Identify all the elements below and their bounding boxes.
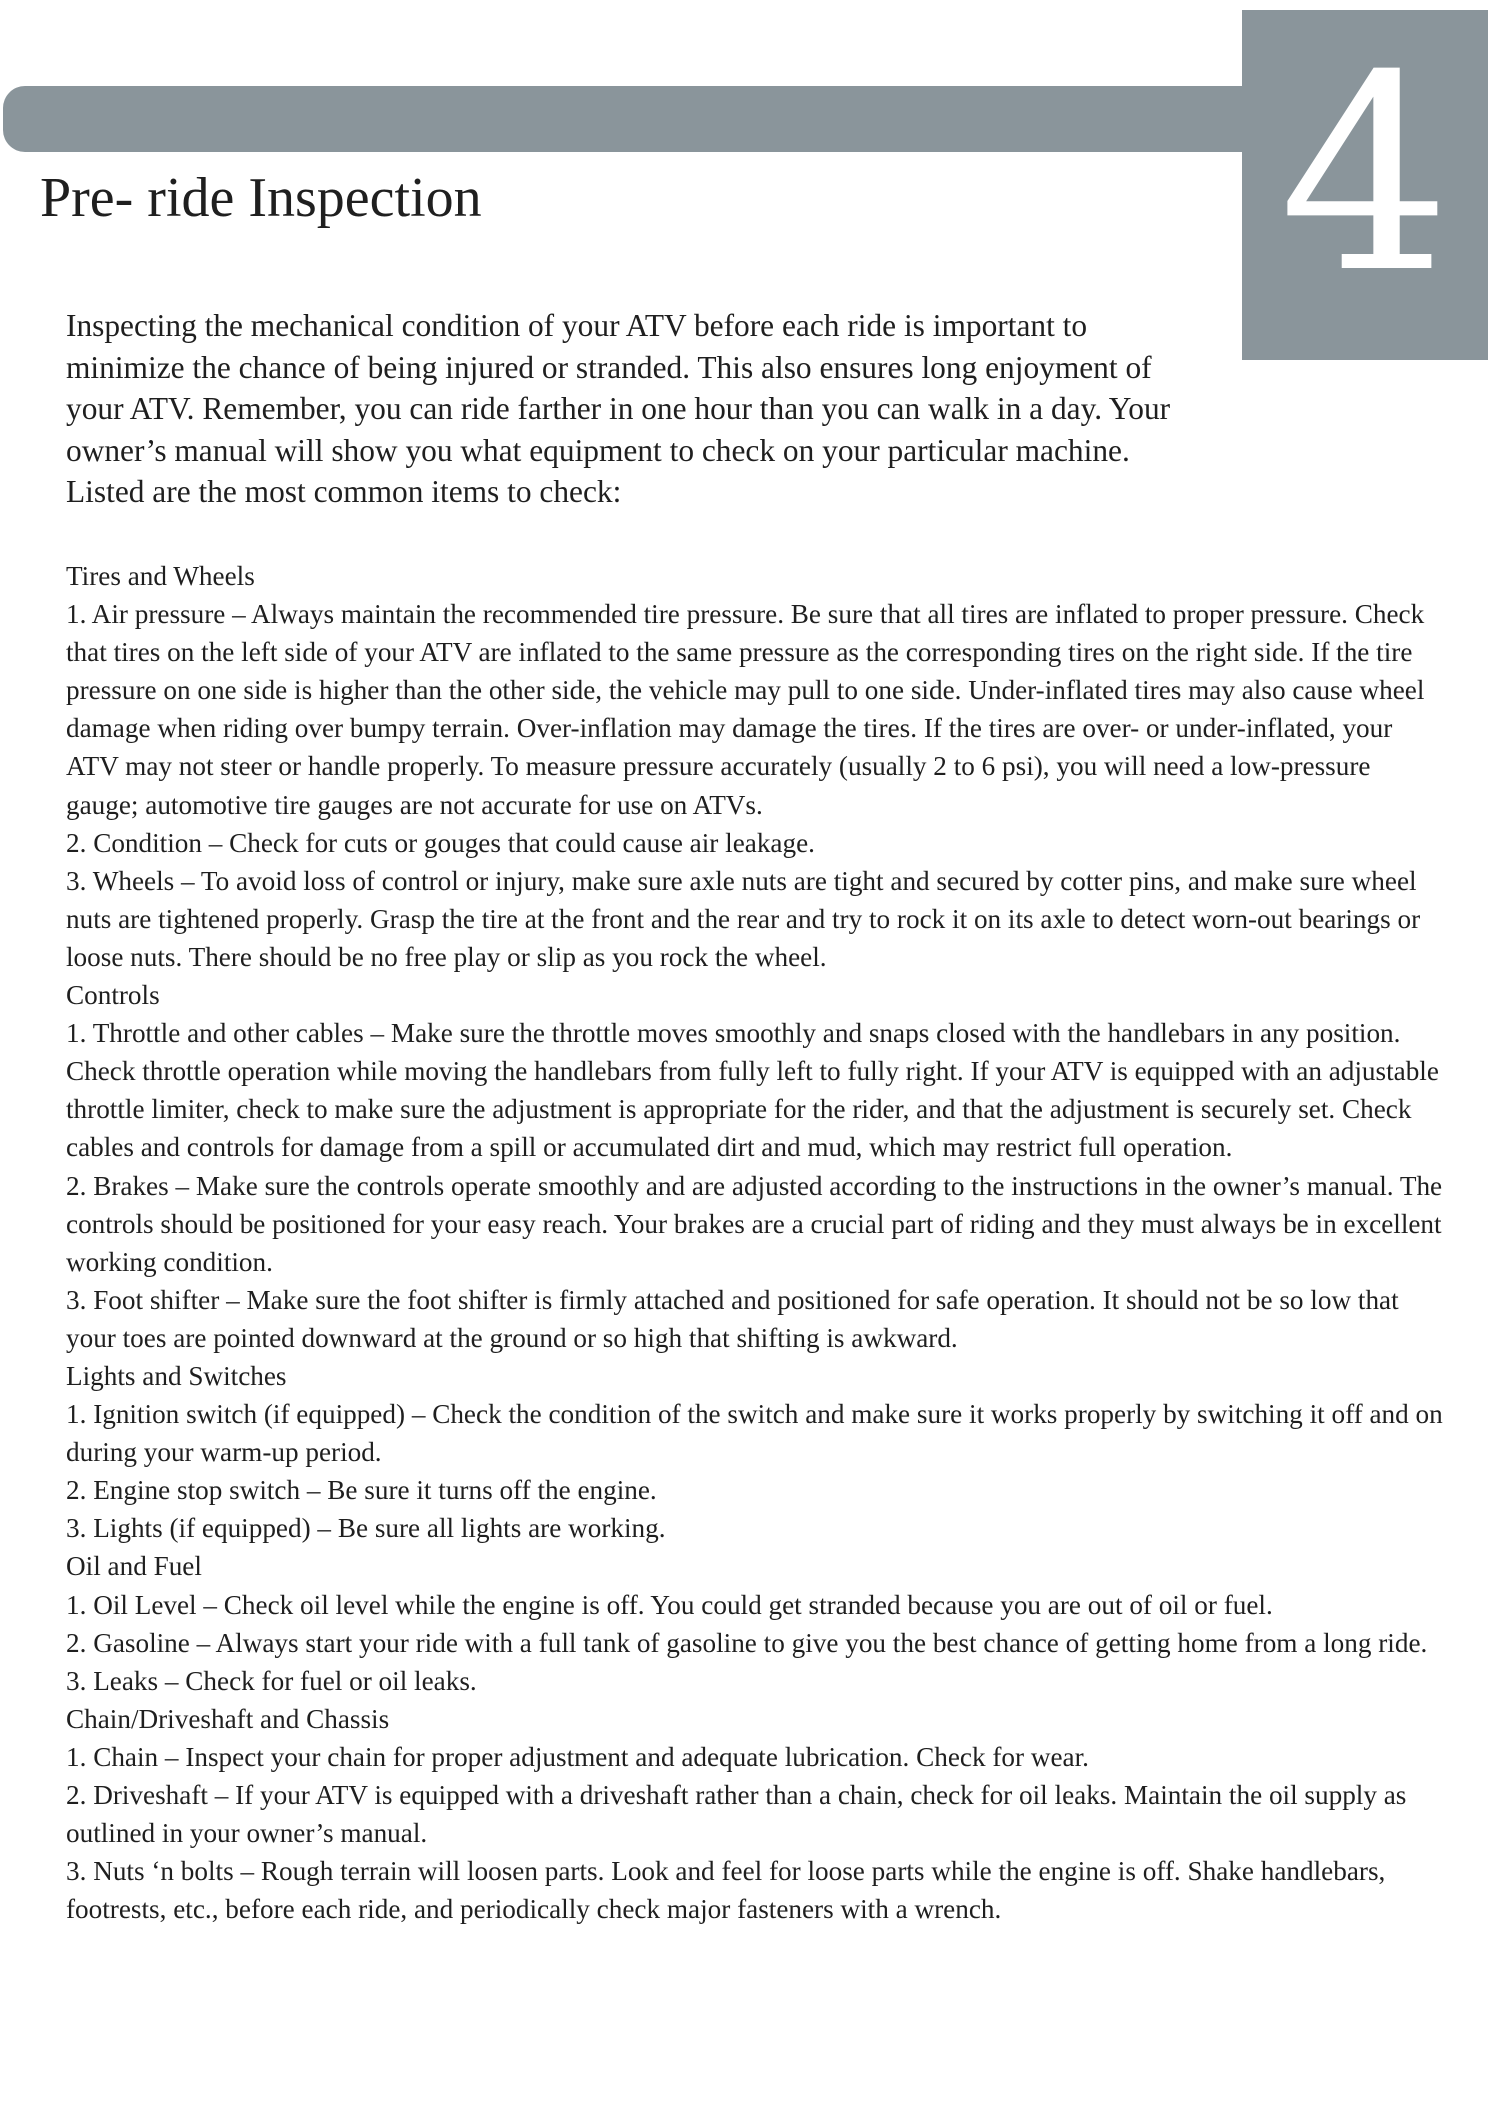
list-item: 2. Brakes – Make sure the controls operate smoothly and are adjusted according to the instructions in the owner’s manual. The controls should be positioned for your easy reach. Your brakes are a crucial part of riding and they must always be in excellent working condition. [66,1170,1443,1277]
header-bar [3,86,1243,152]
list-item: 3. Nuts ‘n bolts – Rough terrain will loosen parts. Look and feel for loose parts while the engine is off. Shake handlebars, footrests, etc., before each ride, and periodically check major fasteners with a wrench. [66,1856,1386,1925]
list-item: 1. Throttle and other cables – Make sure the throttle moves smoothly and snaps closed with the handlebars in any position. Check throttle operation while moving the handlebars from fully left to fully right. If your ATV is equipped with an adjustable throttle limiter, check to make sure the adjustment is appropriate for the rider, and that the adjustment is securely set. Check cables and controls for damage from a spill or accumulated dirt and mud, which may restrict full operation. [66,1018,1439,1163]
list-item: 1. Ignition switch (if equipped) – Check the condition of the switch and make sure it works properly by switching it off and on during your warm-up period. [66,1399,1443,1468]
intro-paragraph: Inspecting the mechanical condition of your ATV before each ride is important to minimize the chance of being injured or stranded. This also ensures long enjoyment of your ATV. Remember, you can ride farther in one hour than you can walk in a day. Your owner’s manual will show you what equipment to check on your particular machine. Listed are the most common items to check: [66,308,1171,509]
list-item: 1. Oil Level – Check oil level while the engine is off. You could get stranded because you are out of oil or fuel. [66,1589,1273,1620]
list-item: 2. Driveshaft – If your ATV is equipped with a driveshaft rather than a chain, check for oil leaks. Maintain the oil supply as outlined in your owner’s manual. [66,1780,1407,1849]
chapter-tab [1242,10,1488,360]
section-lights-and-switches [66,1357,1446,1547]
list-item: 2. Engine stop switch – Be sure it turns off the engine. [66,1475,657,1506]
section-oil-and-fuel [66,1547,1446,1699]
section-controls [66,976,1446,1357]
list-item: 2. Condition – Check for cuts or gouges that could cause air leakage. [66,827,815,858]
list-item: 3. Lights (if equipped) – Be sure all lights are working. [66,1513,666,1544]
section-chain-driveshaft-chassis [66,1700,1446,1929]
section-title: Chain/Driveshaft and Chassis [66,1703,390,1734]
chapter-number: 4 [1279,17,1451,332]
section-title: Tires and Wheels [66,561,255,591]
list-item: 3. Leaks – Check for fuel or oil leaks. [66,1665,477,1696]
section-title: Oil and Fuel [66,1551,202,1582]
list-item: 3. Foot shifter – Make sure the foot shifter is firmly attached and positioned for safe operation. It should not be so low that your toes are pointed downward at the ground or so high that shifting is awkward. [66,1284,1399,1353]
page-title: Pre- ride Inspection [40,167,482,229]
section-title: Controls [66,980,160,1011]
list-item: 3. Wheels – To avoid loss of control or injury, make sure axle nuts are tight and secured by cotter pins, and make sure wheel nuts are tightened properly. Grasp the tire at the front and the rear and try to rock it on its axle to detect worn-out bearings or loose nuts. There should be no free play or slip as you rock the wheel. [66,865,1421,972]
section-tires-and-wheels [66,557,1446,976]
list-item: 2. Gasoline – Always start your ride with a full tank of gasoline to give you the best chance of getting home from a long ride. [66,1627,1428,1658]
inspection-checklist [66,557,1446,1928]
list-item: 1. Chain – Inspect your chain for proper adjustment and adequate lubrication. Check for wear. [66,1741,1089,1772]
section-title: Lights and Switches [66,1360,287,1391]
list-item: 1. Air pressure – Always maintain the recommended tire pressure. Be sure that all tires are inflated to proper pressure. Check that tires on the left side of your ATV are inflated to the same pressure as the corresponding tires on the right side. If the tire pressure on one side is higher than the other side, the vehicle may pull to one side. Under-inflated tires may also cause wheel damage when riding over bumpy terrain. Over-inflation may damage the tires. If the tires are over- or under-inflated, your ATV may not steer or handle properly. To measure pressure accurately (usually 2 to 6 psi), you will need a low-pressure gauge; automotive tire gauges are not accurate for use on ATVs. [66,599,1425,820]
